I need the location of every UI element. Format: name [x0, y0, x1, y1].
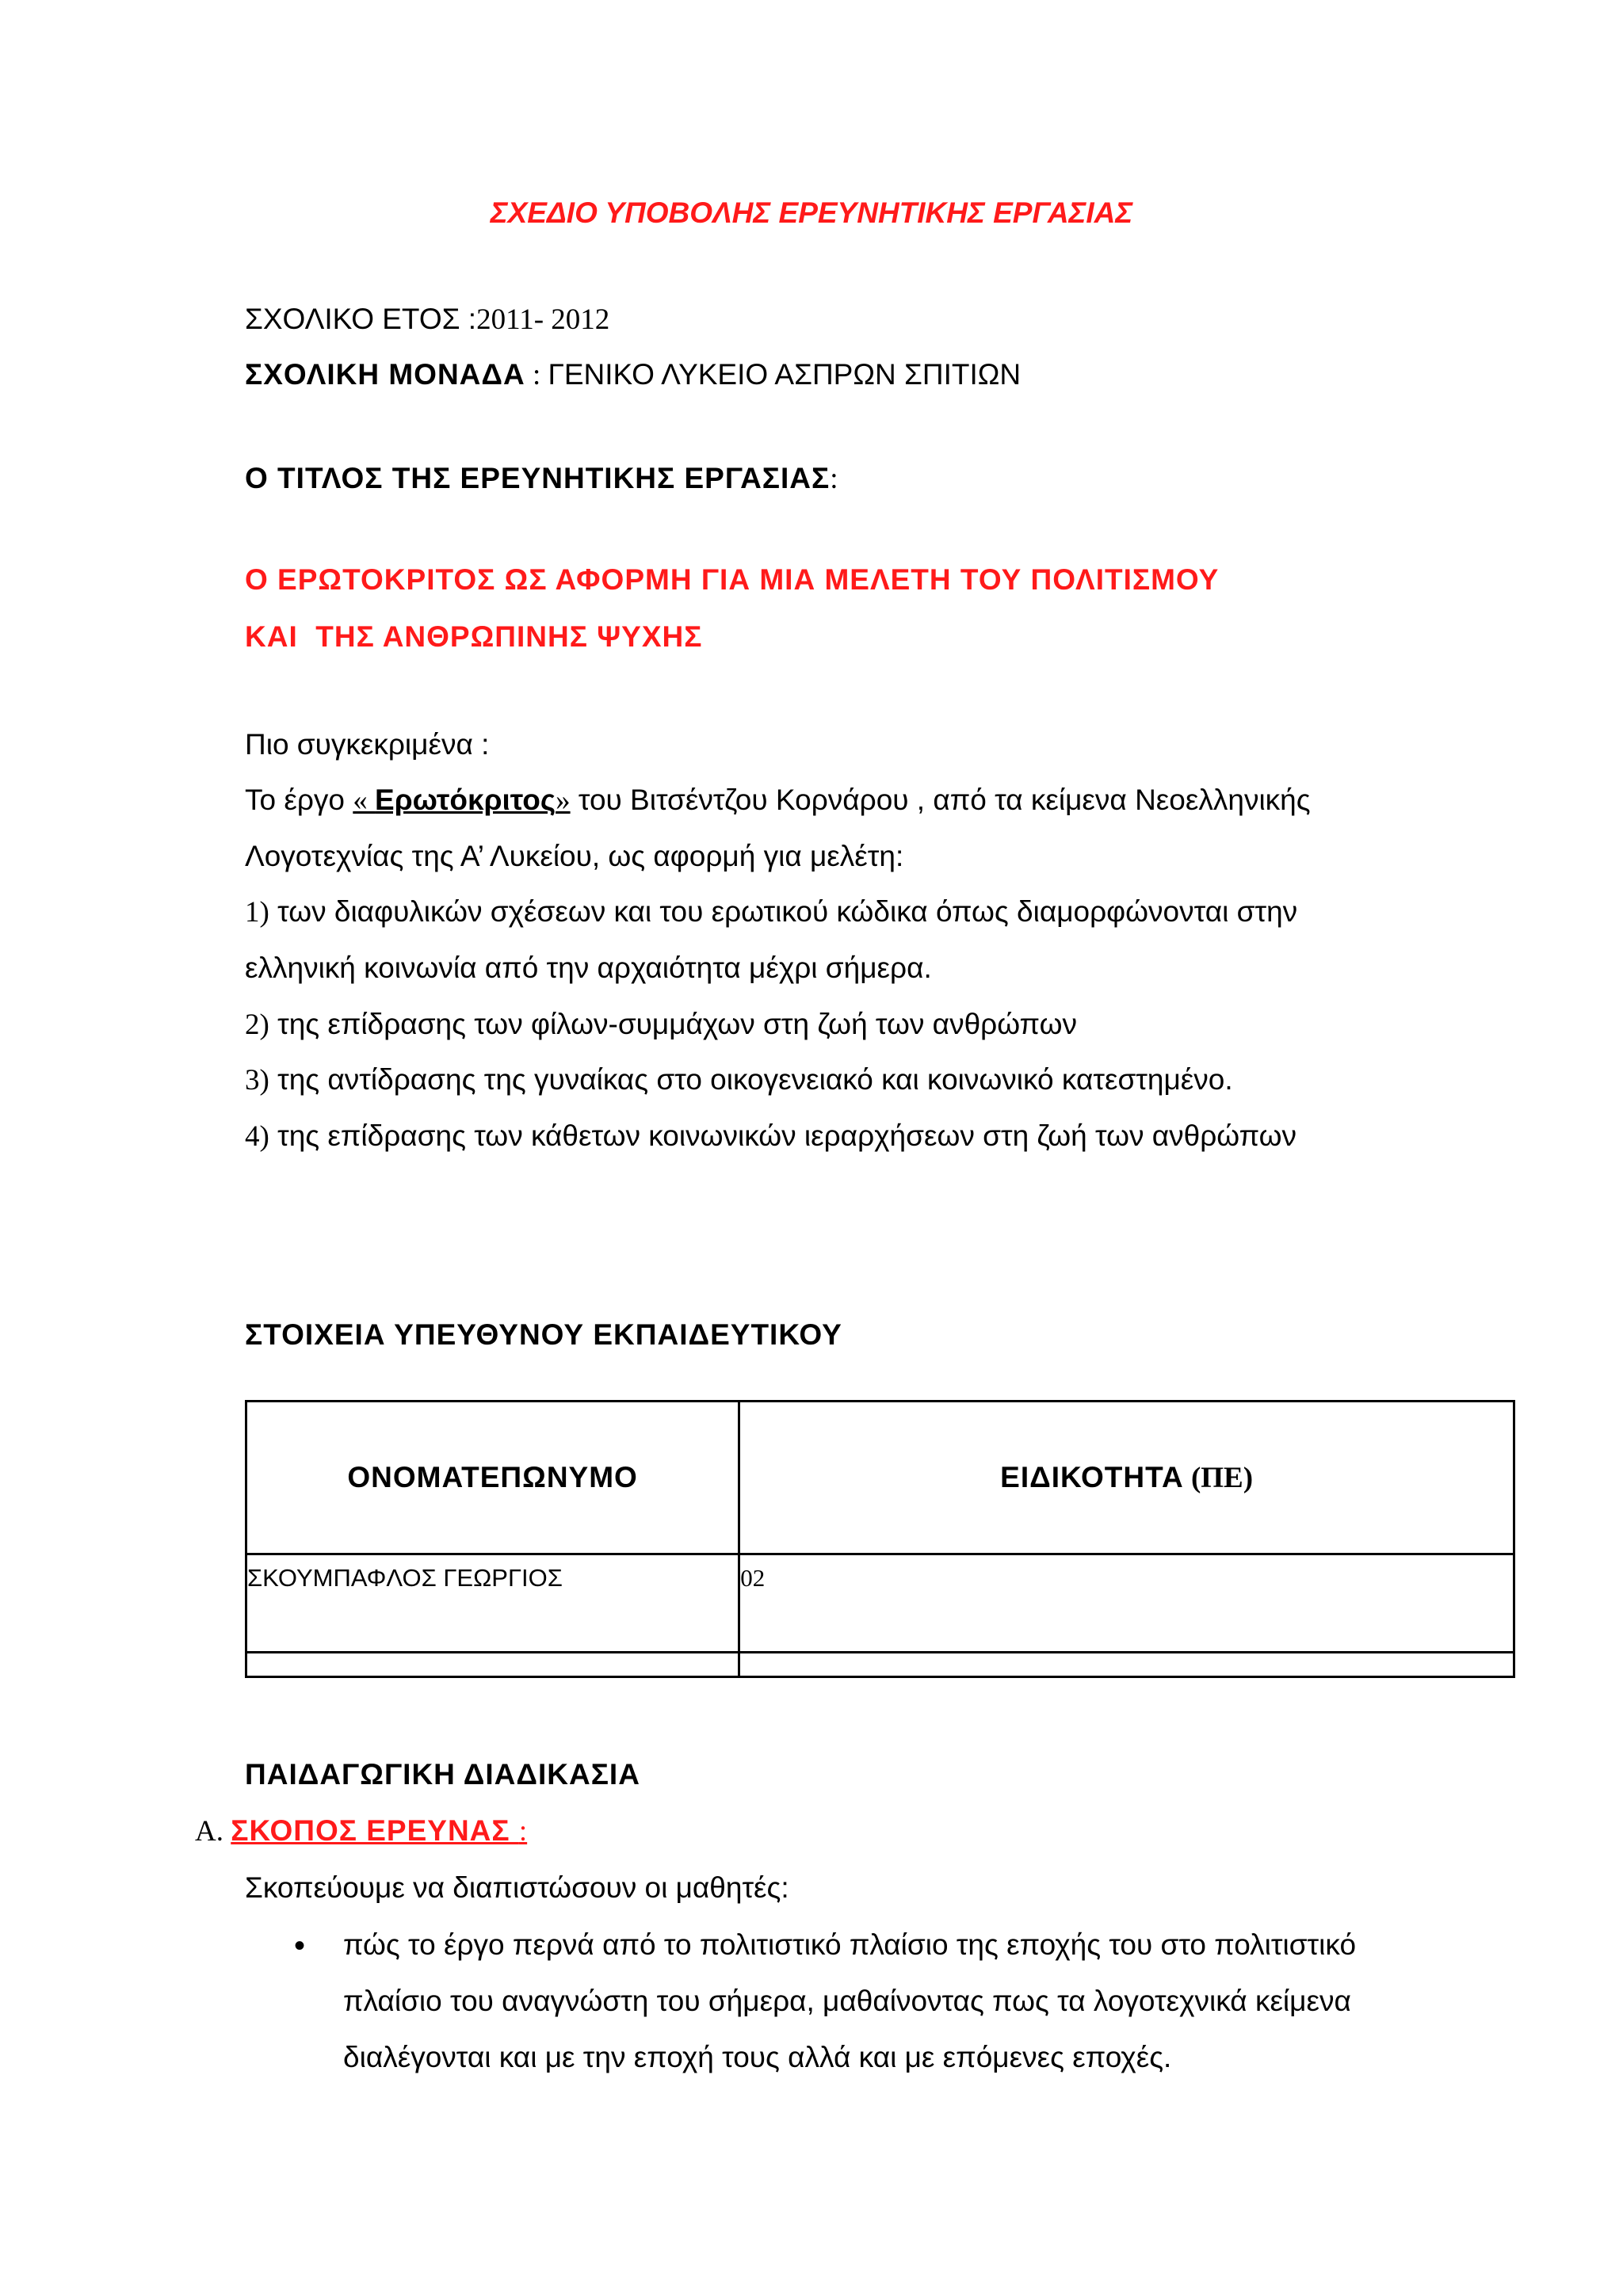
item-line-1-cont: [245, 952, 932, 986]
item-line-4: [245, 1119, 1296, 1154]
aim-intro: Σκοπεύουμε να διαπιστώσουν οι μαθητές:: [245, 1871, 789, 1904]
table-cell-specialty: 02: [739, 1554, 1514, 1653]
research-title-label: Ο ΤΙΤΛΟΣ ΤΗΣ ΕΡΕΥΝΗΤΙΚΗΣ ΕΡΓΑΣΙΑΣ: [245, 462, 831, 494]
specifically-line: Πιο συγκεκριμένα :: [245, 728, 490, 761]
work-open-quote: «: [353, 784, 376, 817]
section-a-colon: :: [518, 1815, 528, 1848]
bullet-line-3: διαλέγονται και με την εποχή τους αλλά και με επόμενες εποχές.: [343, 2041, 1172, 2073]
research-title-label-line: [245, 462, 838, 496]
school-unit-line: [245, 358, 1021, 392]
table-cell-name: ΣΚΟΥΜΠΑΦΛΟΣ ΓΕΩΡΓΙΟΣ: [246, 1554, 739, 1653]
school-year-value: 2011- 2012: [476, 303, 610, 336]
item-line-2: [245, 1008, 1077, 1042]
item-line-3: [245, 1063, 1233, 1097]
teacher-heading: ΣΤΟΙΧΕΙΑ ΥΠΕΥΘΥΝΟΥ ΕΚΠΑΙΔΕΥΤΙΚΟΥ: [245, 1318, 842, 1351]
item-number: 2): [245, 1009, 269, 1041]
section-a-line: [195, 1814, 527, 1848]
work-line-2: Λογοτεχνίας της Α’ Λυκείου, ως αφορμή για μελέτη:: [245, 840, 904, 872]
school-unit-sep: :: [525, 359, 548, 391]
item-number: 1): [245, 896, 269, 929]
table-header-specialty: ΕΙΔΙΚΟΤΗΤΑ (ΠΕ): [739, 1402, 1514, 1554]
table-cell-empty: [246, 1653, 739, 1677]
work-name: Ερωτόκριτος: [375, 784, 556, 816]
bullet-line-2: πλαίσιο του αναγνώστη του σήμερα, μαθαίνοντας πως τα λογοτεχνικά κείμενα: [343, 1985, 1351, 2017]
school-year-label: ΣΧΟΛΙΚΟ ΕΤΟΣ :: [245, 303, 477, 335]
item-number: 3): [245, 1064, 269, 1097]
item-number: 4): [245, 1120, 269, 1153]
bullet-icon: •: [294, 1928, 306, 1963]
table-row: [246, 1554, 1514, 1653]
work-rest: του Βιτσέντζου Κορνάρου , από τα κείμενα Νεοελληνικής: [570, 784, 1311, 816]
work-intro: Το έργο: [245, 784, 353, 816]
section-a-title: ΣΚΟΠΟΣ ΕΡΕΥΝΑΣ: [231, 1814, 519, 1847]
item-text: της επίδρασης των κάθετων κοινωνικών ιεραρχήσεων στη ζωή των ανθρώπων: [269, 1119, 1297, 1152]
work-title-underlined: [353, 784, 570, 816]
research-title-line-1: Ο ΕΡΩΤΟΚΡΙΤΟΣ ΩΣ ΑΦΟΡΜΗ ΓΙΑ ΜΙΑ ΜΕΛΕΤΗ ΤΟΥ ΠΟΛΙΤΙΣΜΟΥ: [245, 563, 1220, 596]
section-a-letter: Α.: [195, 1815, 231, 1848]
school-unit-value: ΓΕΝΙΚΟ ΛΥΚΕΙΟ ΑΣΠΡΩΝ ΣΠΙΤΙΩΝ: [548, 358, 1022, 391]
item-text: της επίδρασης των φίλων-συμμάχων στη ζωή των ανθρώπων: [269, 1008, 1077, 1040]
table-header-row: [246, 1402, 1514, 1554]
table-header-name: ΟΝΟΜΑΤΕΠΩΝΥΜΟ: [246, 1402, 739, 1554]
pedagogical-heading: ΠΑΙΔΑΓΩΓΙΚΗ ΔΙΑΔΙΚΑΣΙΑ: [245, 1758, 640, 1791]
item-text: της αντίδρασης της γυναίκας στο οικογενειακό και κοινωνικό κατεστημένο.: [269, 1063, 1233, 1096]
item-text: των διαφυλικών σχέσεων και του ερωτικού κώδικα όπως διαμορφώνονται στην: [269, 895, 1298, 928]
research-title-colon: :: [830, 463, 838, 495]
research-title-line-2: ΚΑΙ ΤΗΣ ΑΝΘΡΩΠΙΝΗΣ ΨΥΧΗΣ: [245, 620, 703, 653]
school-unit-label: ΣΧΟΛΙΚΗ ΜΟΝΑΔΑ: [245, 358, 525, 391]
table-cell-empty: [739, 1653, 1514, 1677]
teacher-table: [245, 1400, 1515, 1678]
work-line-1: [245, 784, 1311, 818]
work-close-quote: »: [556, 784, 571, 817]
document-title: ΣΧΕΔΙΟ ΥΠΟΒΟΛΗΣ ΕΡΕΥΝΗΤΙΚΗΣ ΕΡΓΑΣΙΑΣ: [490, 196, 1133, 229]
bullet-line-1: πώς το έργο περνά από το πολιτιστικό πλαίσιο της εποχής του στο πολιτιστικό: [343, 1928, 1357, 1961]
item-line-1: [245, 895, 1297, 929]
item-text: ελληνική κοινωνία από την αρχαιότητα μέχρι σήμερα.: [245, 952, 932, 984]
school-year-line: [245, 303, 609, 337]
table-row-empty: [246, 1653, 1514, 1677]
